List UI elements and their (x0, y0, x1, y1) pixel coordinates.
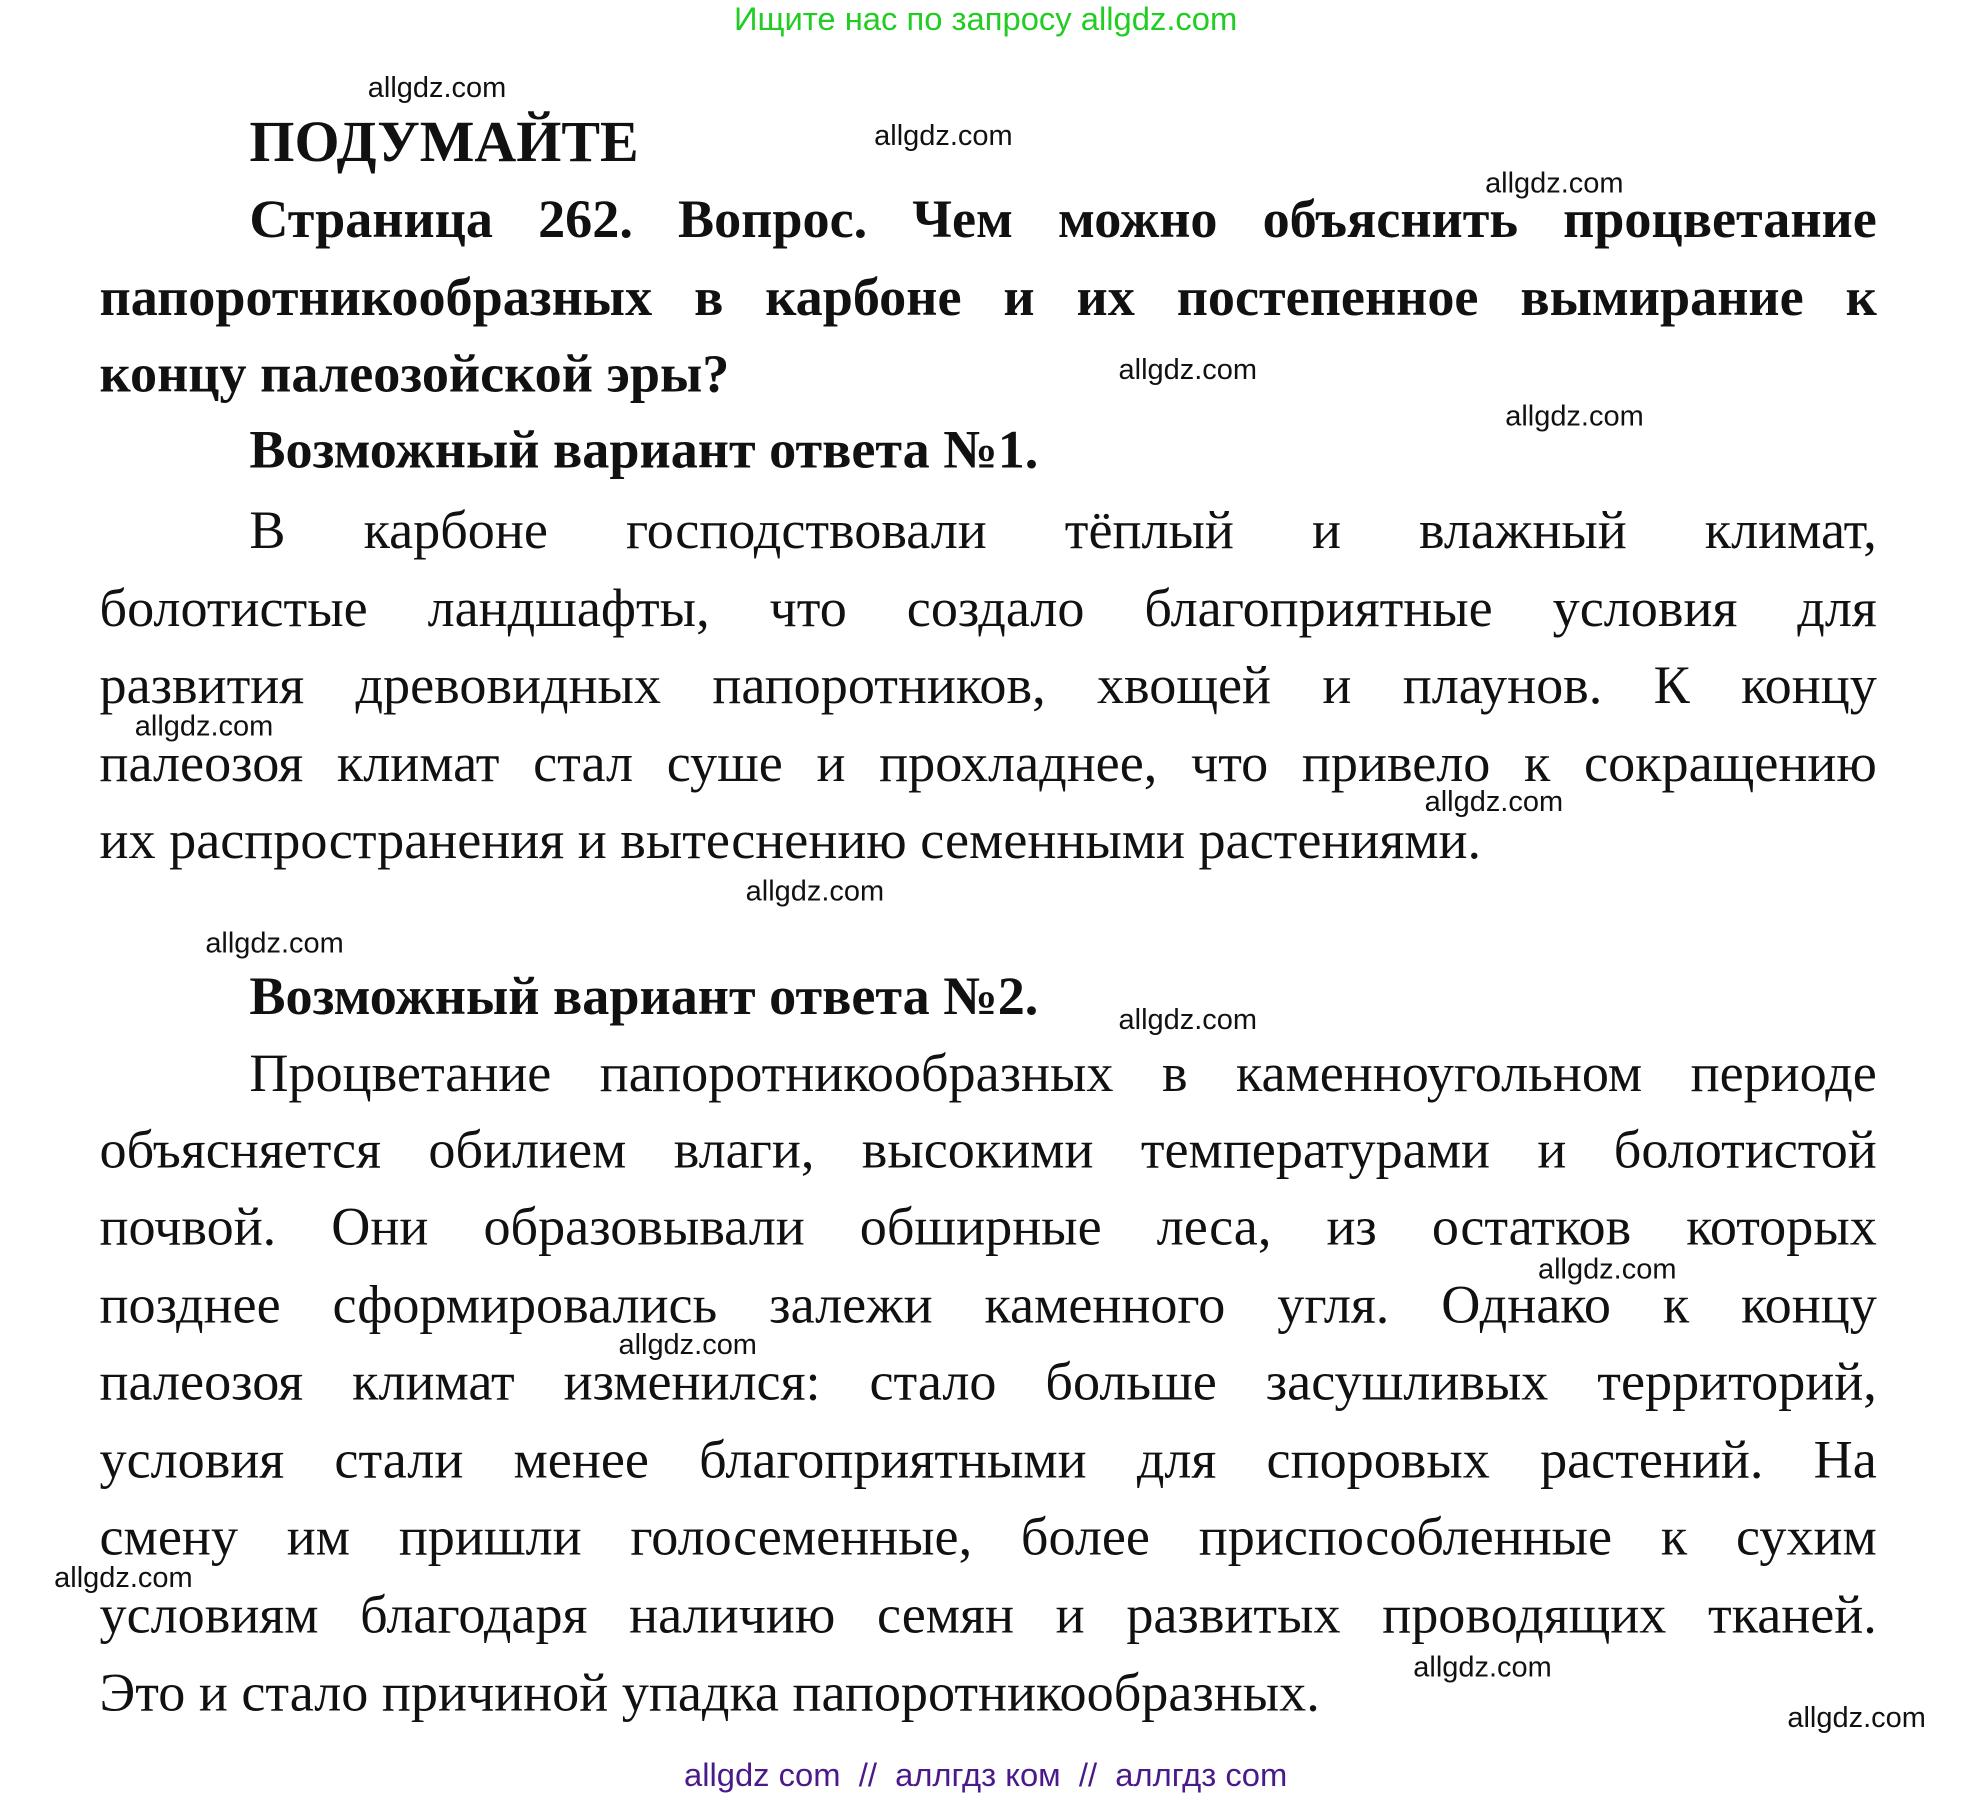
answer1-line: их распространения и вытеснению семенными растениями. (99, 811, 1482, 871)
answer2-line: Это и стало причиной упадка папоротникообразных. (99, 1663, 1320, 1724)
watermark: allgdz.com (745, 874, 885, 907)
watermark: allgdz.com (874, 118, 1013, 152)
question-line: Страница 262. Вопрос. Чем можно объяснить процветание (249, 190, 1877, 250)
watermark: allgdz.com (1413, 1650, 1552, 1683)
answer2-line: смену им пришли голосеменные, более приспособленные к сухим (99, 1507, 1877, 1567)
answer1-line: развития древовидных папоротников, хвощей и плаунов. К концу (99, 656, 1877, 716)
watermark: allgdz.com (1787, 1700, 1926, 1734)
answer2-line: позднее сформировались залежи каменного угля. Однако к концу (99, 1275, 1877, 1336)
watermark: allgdz.com (205, 925, 344, 959)
header-banner-link[interactable]: Ищите нас по запросу allgdz.com (733, 0, 1238, 38)
answer2-heading: Возможный вариант ответа №2. (249, 967, 1039, 1027)
answer1-line: болотистые ландшафты, что создало благоприятные условия для (99, 579, 1877, 639)
watermark: allgdz.com (1118, 352, 1258, 386)
answer2-line: объясняется обилием влаги, высокими температурами и болотистой (99, 1121, 1877, 1181)
watermark: allgdz.com (54, 1560, 193, 1594)
answer1-line: В карбоне господствовали тёплый и влажный климат, (249, 501, 1877, 561)
answer1-line: палеозоя климат стал суше и прохладнее, что привело к сокращению (99, 734, 1877, 794)
answer2-line: условиям благодаря наличию семян и развитых проводящих тканей. (99, 1585, 1877, 1646)
question-line: папоротникообразных в карбоне и их постепенное вымирание к (99, 268, 1877, 328)
answer2-line: почвой. Они образовывали обширные леса, из остатков которых (99, 1197, 1877, 1258)
footer-banner-link[interactable]: allgdz com // аллгдз ком // аллгдз com (683, 1755, 1288, 1794)
section-title: ПОДУМАЙТЕ (249, 109, 639, 174)
answer2-line: палеозоя климат изменился: стало больше засушливых территорий, (99, 1352, 1877, 1413)
watermark: allgdz.com (367, 70, 507, 104)
watermark: allgdz.com (1424, 784, 1564, 818)
answer2-line: условия стали менее благоприятными для споровых растений. На (99, 1430, 1877, 1491)
watermark: allgdz.com (1537, 1252, 1677, 1285)
watermark: allgdz.com (618, 1327, 757, 1361)
answer2-line: Процветание папоротникообразных в каменноугольном периоде (249, 1044, 1877, 1104)
question-line: концу палеозойской эры? (99, 345, 730, 405)
answer1-heading: Возможный вариант ответа №1. (249, 420, 1039, 480)
watermark: allgdz.com (1505, 399, 1644, 433)
watermark: allgdz.com (1485, 166, 1624, 200)
watermark: allgdz.com (134, 709, 274, 742)
watermark: allgdz.com (1118, 1002, 1258, 1036)
